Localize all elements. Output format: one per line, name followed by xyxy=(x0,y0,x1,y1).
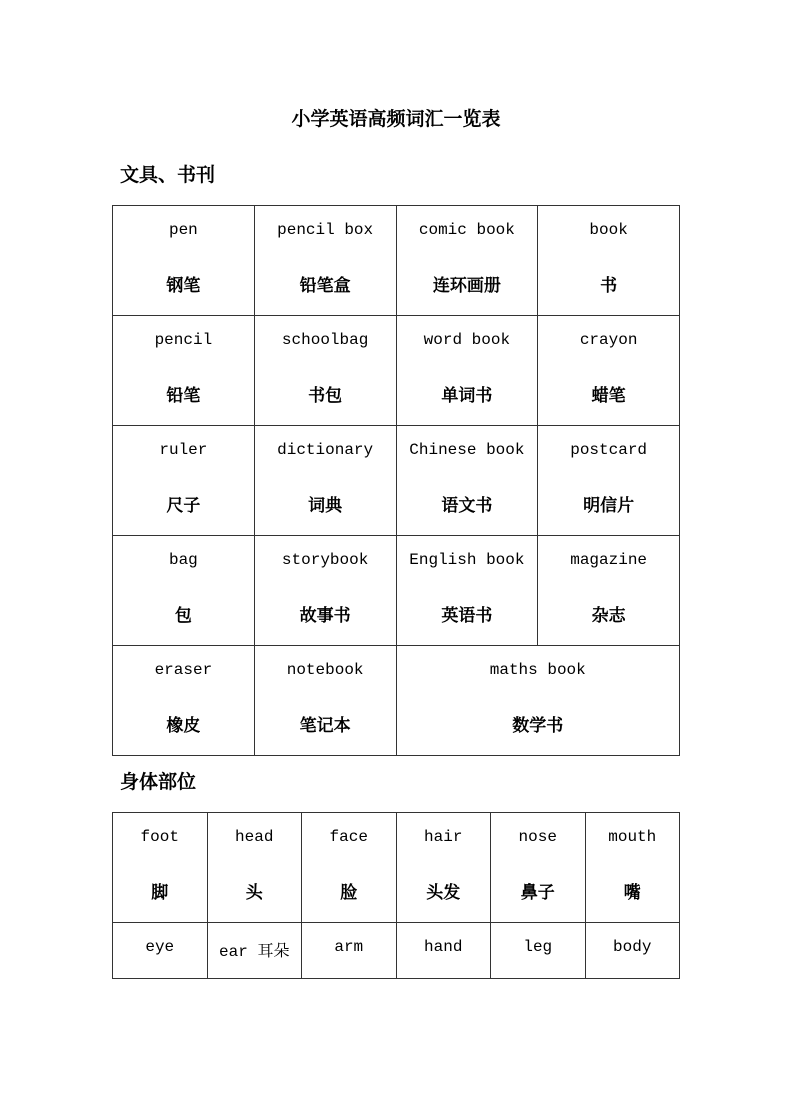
english-word: pencil xyxy=(154,331,213,349)
table-cell xyxy=(255,206,397,316)
cell-word: hand xyxy=(424,938,463,956)
table-cell xyxy=(208,923,303,979)
table-cell xyxy=(538,206,680,316)
english-word: postcard xyxy=(570,441,648,459)
chinese-meaning: 书包 xyxy=(308,386,343,406)
english-word: crayon xyxy=(579,331,638,349)
table-cell xyxy=(397,646,681,756)
table-cell xyxy=(491,813,586,923)
table-cell xyxy=(397,206,539,316)
english-word: pen xyxy=(168,221,198,239)
english-word: maths book xyxy=(489,661,586,679)
chinese-meaning: 英语书 xyxy=(441,606,493,626)
section-heading-body-parts: 身体部位 xyxy=(120,771,197,793)
english-word: word book xyxy=(423,331,511,349)
chinese-meaning: 脸 xyxy=(340,883,358,903)
table-cell xyxy=(491,923,586,979)
chinese-meaning: 数学书 xyxy=(512,716,564,736)
table-cell xyxy=(397,923,492,979)
chinese-meaning: 头发 xyxy=(426,883,461,903)
table-cell xyxy=(113,646,255,756)
chinese-meaning: 脚 xyxy=(151,883,169,903)
cell-word: body xyxy=(613,938,652,956)
table-cell xyxy=(302,923,397,979)
english-word: mouth xyxy=(608,828,657,846)
chinese-meaning: 书 xyxy=(600,276,618,296)
chinese-meaning: 连环画册 xyxy=(432,276,501,296)
english-word: hair xyxy=(424,828,463,846)
table-cell xyxy=(113,426,255,536)
table-cell xyxy=(255,426,397,536)
table-cell xyxy=(302,813,397,923)
chinese-meaning: 故事书 xyxy=(299,606,351,626)
table-cell xyxy=(255,536,397,646)
chinese-meaning: 铅笔盒 xyxy=(299,276,351,296)
chinese-meaning: 笔记本 xyxy=(299,716,351,736)
table-cell xyxy=(255,316,397,426)
chinese-meaning: 蜡笔 xyxy=(591,386,626,406)
english-word: book xyxy=(589,221,628,239)
chinese-meaning: 嘴 xyxy=(623,883,641,903)
table-cell xyxy=(397,536,539,646)
table-cell xyxy=(397,316,539,426)
english-word: head xyxy=(235,828,274,846)
table-cell xyxy=(113,536,255,646)
table-cell xyxy=(113,316,255,426)
english-word: eraser xyxy=(154,661,213,679)
chinese-meaning: 语文书 xyxy=(441,496,493,516)
english-word: nose xyxy=(518,828,557,846)
chinese-meaning: 橡皮 xyxy=(166,716,201,736)
english-word: schoolbag xyxy=(281,331,369,349)
table-cell xyxy=(538,316,680,426)
chinese-meaning: 明信片 xyxy=(583,496,635,516)
table-cell xyxy=(397,426,539,536)
table-cell xyxy=(538,536,680,646)
chinese-meaning: 鼻子 xyxy=(520,883,555,903)
english-word: ruler xyxy=(159,441,208,459)
chinese-meaning: 杂志 xyxy=(591,606,626,626)
page-title: 小学英语高频词汇一览表 xyxy=(291,108,501,130)
english-word: foot xyxy=(140,828,179,846)
chinese-meaning: 尺子 xyxy=(166,496,201,516)
table-cell xyxy=(113,923,208,979)
table-cell xyxy=(397,813,492,923)
chinese-meaning: 钢笔 xyxy=(166,276,201,296)
chinese-meaning: 词典 xyxy=(308,496,343,516)
english-word: pencil box xyxy=(277,221,374,239)
english-word: English book xyxy=(409,551,525,569)
table-cell xyxy=(255,646,397,756)
english-word: dictionary xyxy=(277,441,374,459)
english-word: storybook xyxy=(281,551,369,569)
cell-word: ear 耳朵 xyxy=(219,943,290,961)
cell-word: arm xyxy=(334,938,364,956)
body-parts-table xyxy=(112,812,680,979)
english-word: magazine xyxy=(570,551,648,569)
chinese-meaning: 铅笔 xyxy=(166,386,201,406)
section-heading-stationery: 文具、书刊 xyxy=(120,164,216,186)
english-word: Chinese book xyxy=(409,441,525,459)
english-word: face xyxy=(329,828,368,846)
table-cell xyxy=(538,426,680,536)
stationery-table xyxy=(112,205,680,756)
cell-word: leg xyxy=(523,938,553,956)
chinese-meaning: 头 xyxy=(245,883,263,903)
english-word: bag xyxy=(168,551,198,569)
table-cell xyxy=(113,206,255,316)
english-word: comic book xyxy=(418,221,515,239)
table-cell xyxy=(113,813,208,923)
table-cell xyxy=(208,813,303,923)
cell-word: eye xyxy=(145,938,175,956)
chinese-meaning: 单词书 xyxy=(441,386,493,406)
english-word: notebook xyxy=(286,661,364,679)
table-cell xyxy=(586,923,681,979)
table-cell xyxy=(586,813,681,923)
chinese-meaning: 包 xyxy=(174,606,192,626)
